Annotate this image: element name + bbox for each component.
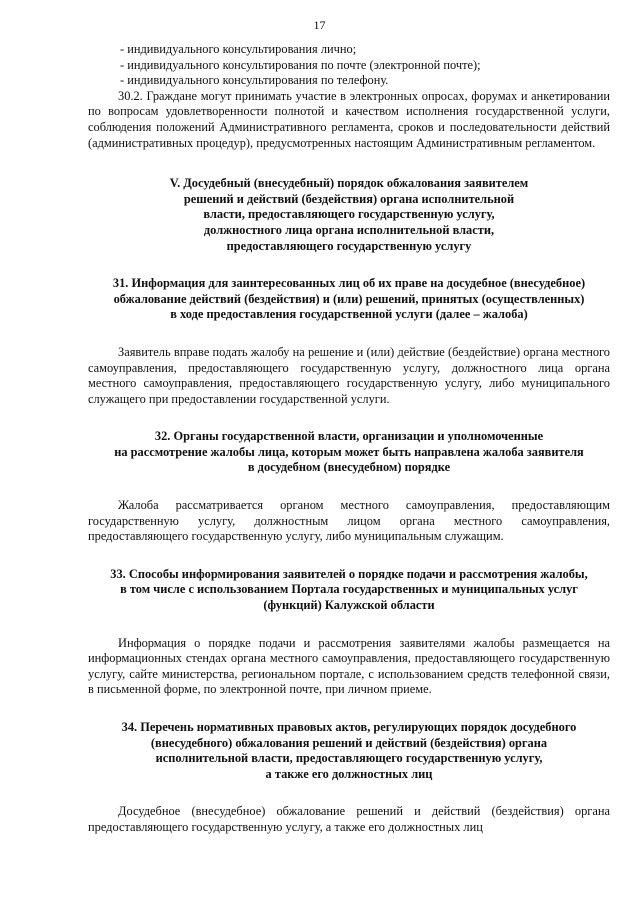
list-item: - индивидуального консультирования лично; [120, 42, 357, 56]
list-item: - индивидуального консультирования по телефону. [120, 73, 389, 88]
document-body [88, 42, 610, 836]
section-34-heading [88, 720, 610, 782]
heading-line: в досудебном (внесудебном) порядке [247, 460, 451, 475]
heading-line: в ходе предоставления государственной услуги (далее – жалоба) [170, 307, 528, 322]
section-32-heading [88, 429, 610, 476]
section-33-heading [88, 567, 610, 614]
heading-line: а также его должностных лиц [265, 766, 433, 781]
heading-line: 32. Органы государственной власти, организации и уполномоченные [154, 429, 544, 444]
section-33-text: Информация о порядке подачи и рассмотрения заявителями жалобы размещается на информационных стендах органа местного самоуправления, предоставляющего государственную услугу, сайте министерства, региональном портале, с использованием средств телефонной связи, в письменной форме, по электронной почте, при личном приеме. [88, 635, 610, 697]
section-34-text: Досудебное (внесудебное) обжалование решений и действий (бездействия) органа предоставляющего государственную услугу, а также его должностных лиц [88, 804, 610, 834]
heading-line: исполнительной власти, предоставляющего государственную услугу, [155, 751, 543, 766]
section-32-text: Жалоба рассматривается органом местного самоуправления, предоставляющим государственную услугу, должностным лицом органа местного самоуправления, предоставляющего государственную услугу, либо муниципальным служащим. [88, 498, 610, 544]
heading-line: предоставляющего государственную услугу [226, 238, 472, 253]
heading-line: в том числе с использованием Портала государственных и муниципальных услуг [120, 582, 578, 597]
heading-line: 31. Информация для заинтересованных лиц об их праве на досудебное (внесудебное) [112, 276, 586, 291]
section-v-heading [88, 176, 610, 254]
heading-line: (внесудебного) обжалования решений и действий (бездействия) органа [150, 735, 548, 750]
section-31-heading [88, 276, 610, 323]
heading-line: на рассмотрение жалобы лица, которым может быть направлена жалоба заявителя [114, 444, 584, 459]
section-31-text: Заявитель вправе подать жалобу на решение и (или) действие (бездействие) органа местного самоуправления, предоставляющего государственную услугу, должностного лица органа местного самоуправления, предоставляющего государственную услугу, либо муниципального служащего при предоставлении государственной услуги. [88, 344, 610, 406]
paragraph-30-2: 30.2. Граждане могут принимать участие в электронных опросах, форумах и анкетировании по вопросам удовлетворенности полнотой и качеством исполнения государственной услуги, соблюдения положений Административного регламента, сроков и последовательности действий (административных процедур), предусмотренных настоящим Административным регламентом. [88, 88, 610, 150]
heading-line: 33. Способы информирования заявителей о порядке подачи и рассмотрения жалобы, [110, 566, 588, 581]
heading-line: власти, предоставляющего государственную услугу, [203, 207, 495, 222]
heading-line: V. Досудебный (внесудебный) порядок обжалования заявителем [169, 176, 529, 191]
list-item: - индивидуального консультирования по почте (электронной почте); [120, 57, 481, 72]
heading-line: обжалование действий (бездействия) и (или) решений, принятых (осуществленных) [113, 291, 585, 306]
heading-line: должностного лица органа исполнительной власти, [203, 222, 495, 237]
heading-line: 34. Перечень нормативных правовых актов, регулирующих порядок досудебного [121, 720, 577, 734]
heading-line: (функций) Калужской области [263, 598, 435, 613]
heading-line: решений и действий (бездействия) органа исполнительной [183, 191, 515, 206]
page-number: 17 [313, 18, 326, 32]
